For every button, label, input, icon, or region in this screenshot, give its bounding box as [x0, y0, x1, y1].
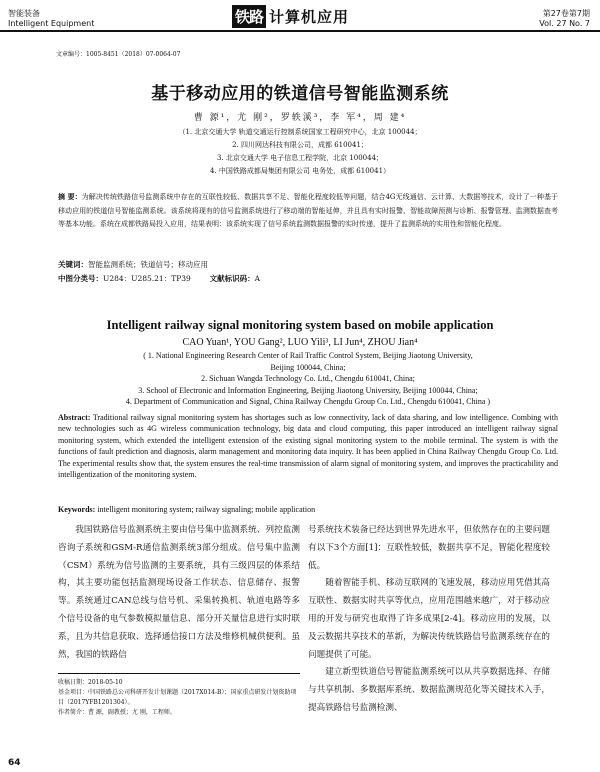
- footnote: 收稿日期：2018-05-10: [58, 679, 123, 686]
- abstract-cn: [58, 190, 558, 232]
- header-rule: [0, 30, 600, 32]
- title-cn: 基于移动应用的铁道信号智能监测系统: [151, 84, 449, 104]
- authors-en: CAO Yuan¹, YOU Gang², LUO Yili³, LI Jun⁴, ZHOU Jian⁴: [182, 337, 418, 348]
- journal-logo: [232, 5, 349, 28]
- logo-badge: 铁路: [232, 5, 266, 28]
- journal-name-cn: 智能装备: [8, 9, 40, 18]
- abstract-en-text: Traditional railway signal monitoring system has shortages such as low connectivity, lack of data sharing, and low intelligence. Combing with new technologies such as 4G wireless communication technology, big data and cloud computing, this paper introduced an intelligent railway signal monitoring system, which extended the intelligent extension of the existing signal monitoring system to the mobile terminal. The system is with the functions of fault prediction and diagnosis, alarm management and monitoring data inquiry. It has been applied in China Railway Chengdu Group Co. Ltd. The experimental results show that, the system ensures the real-time transmission of alarm signal of monitoring system, and improves the practicability and intelligentization of the monitoring system.: [58, 413, 558, 480]
- title-en: Intelligent railway signal monitoring system based on mobile application: [106, 318, 494, 332]
- footnotes: [58, 678, 300, 718]
- abstract-en: [58, 412, 558, 480]
- keywords-en-label: Keywords:: [58, 505, 96, 514]
- body-column-left: [58, 522, 300, 664]
- doc-code: A: [254, 274, 260, 283]
- affiliations-en: [58, 350, 558, 408]
- affiliation-en: ( 1. National Engineering Research Center of Rail Traffic Control System, Beijing Jiaotong University,: [143, 351, 473, 360]
- logo-text: 计算机应用: [269, 8, 350, 26]
- footnote-rule: [58, 673, 300, 674]
- body-paragraph: 随着智能手机、移动互联网的飞速发展，移动应用凭借其高互联性、数据实时共享等优点，应用范围越来越广，对于移动应用的开发与研究也取得了许多成果[2-4]。移动应用的发展，以及云数据共享技术的革新，为解决传统铁路信号监测系统存在的问题提供了可能。: [308, 578, 550, 660]
- article-number: 文章编号：1005-8451（2018）07-0064-07: [56, 51, 181, 58]
- affiliation-en: 4. Department of Communication and Signal, China Railway Chengdu Group Co. Ltd., Chengdu 610041, China ): [125, 397, 491, 407]
- keywords-cn: 智能监测系统；铁道信号；移动应用: [88, 260, 208, 269]
- abstract-en-label: Abstract:: [58, 413, 91, 422]
- running-header-left: [8, 9, 94, 29]
- body-paragraph: 建立新型铁道信号智能监测系统可以从共享数据选择、存储与共享机制、多数据库系统、数据监测规范化等关键技术入手，提高铁路信号监测检测、: [308, 667, 550, 713]
- keywords-en-block: [58, 504, 558, 515]
- keywords-en: intelligent monitoring system; railway signaling; mobile application: [97, 505, 316, 514]
- affiliation-cn: 3. 北京交通大学 电子信息工程学院，北京 100044；: [216, 154, 384, 162]
- abstract-cn-text: 为解决传统铁路信号监测系统中存在的互联性较低、数据共享不足、智能化程度较低等问题，结合4G无线通信、云计算、大数据等技术，设计了一种基于移动应用的铁道信号智能监测系统。该系统将现有的信号监测系统进行了移动端的智能延伸，并且具有实时报警、智能故障预测与诊断、报警管理、监测数据查考等基本功能。系统在成都铁路局投入应用，结果表明：该系统实现了信号系统监测数据报警的实时传递，提升了监测系统的实用性和智能化程度。: [58, 193, 559, 229]
- affiliation-cn: 4. 中国铁路成都局集团有限公司 电务处，成都 610041）: [209, 167, 391, 175]
- affiliation-cn: （1. 北京交通大学 轨道交通运行控制系统国家工程研究中心，北京 100044；: [178, 128, 422, 136]
- doc-code-label: 文献标识码：: [209, 274, 255, 283]
- class-number: U284：U285.21：TP39: [103, 274, 191, 283]
- affiliation-cn: 2. 四川网达科技有限公司，成都 610041；: [232, 141, 368, 149]
- page-number: 64: [8, 758, 21, 768]
- body-column-right: [308, 522, 550, 718]
- affiliation-en: 2. Sichuan Wangda Technology Co. Ltd., Chengdu 610041, China;: [201, 374, 415, 384]
- body-paragraph: 号系统技术装备已经达到世界先进水平，但依然存在的主要问题有以下3个方面[1]：互联性较低，数据共享不足，智能化程度较低。: [308, 525, 550, 571]
- affiliation-en: Beijing 100044, China;: [270, 362, 346, 372]
- keywords-cn-label: 关键词：: [58, 260, 88, 269]
- abstract-cn-label: 摘 要：: [58, 192, 82, 201]
- running-header-right: [539, 9, 590, 29]
- authors-cn: 曹 源¹，尤 刚²，罗轶溪³，李 军⁴，周 建⁴: [193, 113, 407, 123]
- class-number-label: 中图分类号：: [58, 274, 103, 283]
- journal-name-en: Intelligent Equipment: [8, 19, 95, 28]
- footnote: 基金项目：中国铁路总公司科研开发计划课题（2017X014-B）；国家重点研发计划资助项目（2017YFB1201304）。: [58, 689, 297, 706]
- volume-cn: 第27卷第7期: [542, 9, 590, 18]
- volume-en: Vol. 27 No. 7: [539, 19, 590, 28]
- body-paragraph: 我国铁路信号监测系统主要由信号集中监测系统、列控监测咨询子系统和GSM-R通信监测系统3部分组成。信号集中监测（CSM）系统为信号监测的主要系统，具有三级四层的体系结构，其主要功能包括监测现场设备工作状态、信息储存、报警等。系统通过CAN总线与信号机、采集转换机、轨道电路等多个信号设备的电气参数模拟量信息、部分开关量信息进行实时联系，且为共信息获取、选择通信接口方法及维修机械供便利。虽然，我国的铁路信: [58, 525, 300, 660]
- affiliations-cn: [100, 126, 500, 178]
- footnote: 作者简介：曹 源，副教授；尤 刚，工程师。: [58, 709, 176, 716]
- affiliation-en: 3. School of Electronic and Information Engineering, Beijing Jiaotong University, Beijing 100044, China;: [138, 385, 478, 395]
- keywords-cn-block: [58, 258, 558, 286]
